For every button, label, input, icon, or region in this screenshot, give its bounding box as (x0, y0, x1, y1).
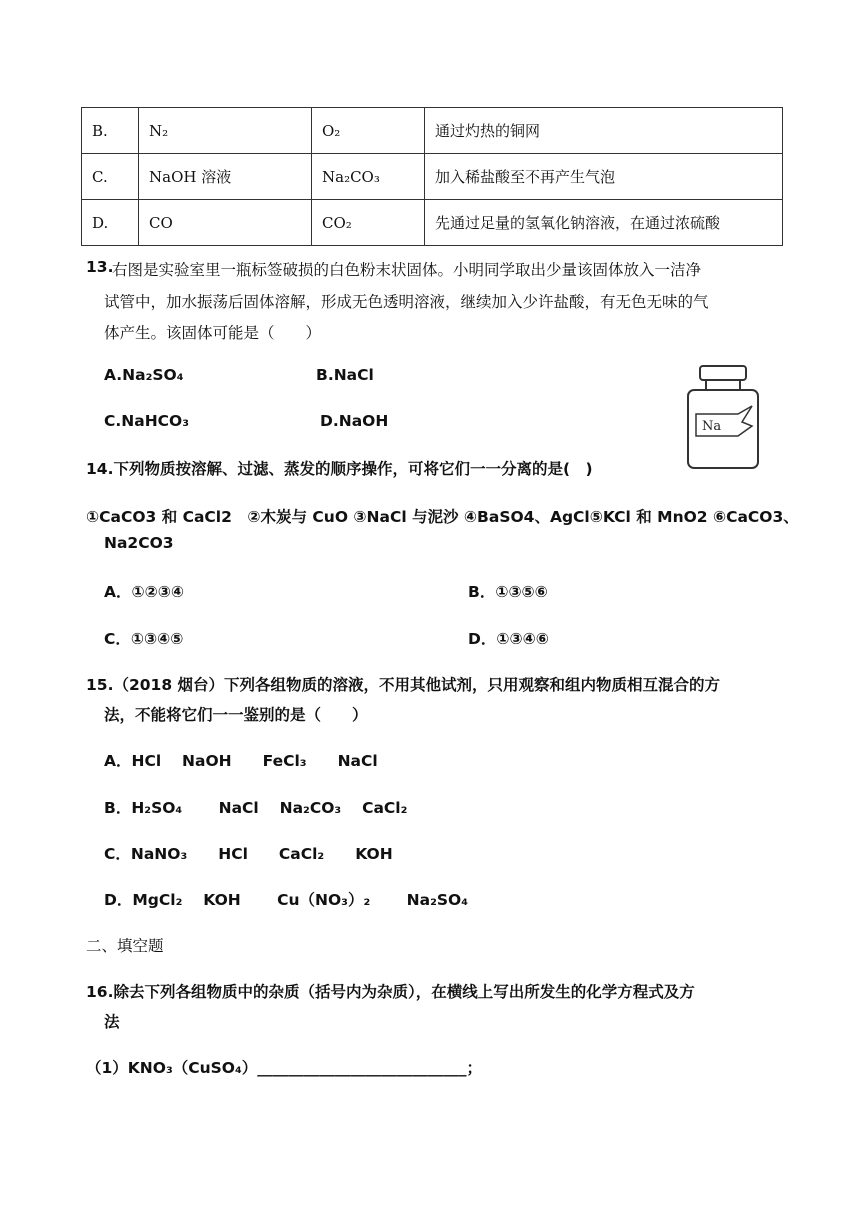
q16-stem-line2: 法 (104, 1013, 120, 1031)
q13-number: 13. (86, 258, 114, 276)
table-cell: N₂ (139, 108, 312, 154)
q14-option-c: C．①③④⑤ (104, 630, 184, 648)
q13-stem-line1: 右图是实验室里一瓶标签破损的白色粉末状固体。小明同学取出少量该固体放入一洁净 (112, 261, 702, 279)
table-cell: O₂ (312, 108, 425, 154)
table-cell: CO₂ (312, 200, 425, 246)
options-table (81, 107, 783, 246)
q14-items-line1: ①CaCO3 和 CaCl2 ②木炭与 CuO ③NaCl 与泥沙 ④BaSO4、AgCl⑤KCl 和 MnO2 ⑥CaCO3、 (86, 508, 799, 526)
q13-option-d: D.NaOH (320, 412, 389, 430)
q13-option-a: A.Na₂SO₄ (104, 366, 184, 384)
table-cell: NaOH 溶液 (139, 154, 312, 200)
section-title: 二、填空题 (86, 937, 164, 955)
q15-option-a: A．HCl NaOH FeCl₃ NaCl (104, 752, 378, 770)
q15-option-b: B．H₂SO₄ NaCl Na₂CO₃ CaCl₂ (104, 799, 408, 817)
q14-option-a: A．①②③④ (104, 583, 184, 601)
table-cell: 通过灼热的铜网 (425, 108, 783, 154)
table-cell: Na₂CO₃ (312, 154, 425, 200)
table-cell: 先通过足量的氢氧化钠溶液，在通过浓硫酸 (425, 200, 783, 246)
q15-option-d: D．MgCl₂ KOH Cu（NO₃）₂ Na₂SO₄ (104, 891, 469, 909)
q14-items-line2: Na2CO3 (104, 534, 174, 552)
q14-option-d: D．①③④⑥ (468, 630, 549, 648)
q15-stem-line1: 15.（2018 烟台）下列各组物质的溶液，不用其他试剂，只用观察和组内物质相互混合的方 (86, 676, 720, 694)
table-cell: CO (139, 200, 312, 246)
q15-stem-line2: 法，不能将它们一一鉴别的是（ ） (104, 706, 368, 724)
q13-stem-line2: 试管中，加水振荡后固体溶解，形成无色透明溶液，继续加入少许盐酸，有无色无味的气 (104, 293, 709, 311)
q14-stem: 14.下列物质按溶解、过滤、蒸发的顺序操作，可将它们一一分离的是( ) (86, 460, 593, 478)
reagent-bottle-icon (686, 364, 762, 474)
table-cell: 加入稀盐酸至不再产生气泡 (425, 154, 783, 200)
q13-option-c: C.NaHCO₃ (104, 412, 190, 430)
bottle-label-text: Na (702, 419, 722, 434)
table-row (82, 108, 783, 154)
table-cell: B. (82, 108, 139, 154)
table-cell: D. (82, 200, 139, 246)
q14-option-b: B．①③⑤⑥ (468, 583, 548, 601)
q16-item-1: （1）KNO₃（CuSO₄）___________________________； (86, 1059, 483, 1077)
table-row (82, 200, 783, 246)
table-row (82, 154, 783, 200)
q13-option-b: B.NaCl (316, 366, 374, 384)
q16-stem-line1: 16.除去下列各组物质中的杂质（括号内为杂质），在横线上写出所发生的化学方程式及方 (86, 983, 695, 1001)
q13-stem-line3: 体产生。该固体可能是（ ） (104, 324, 322, 342)
table-cell: C. (82, 154, 139, 200)
q15-option-c: C．NaNO₃ HCl CaCl₂ KOH (104, 845, 393, 863)
